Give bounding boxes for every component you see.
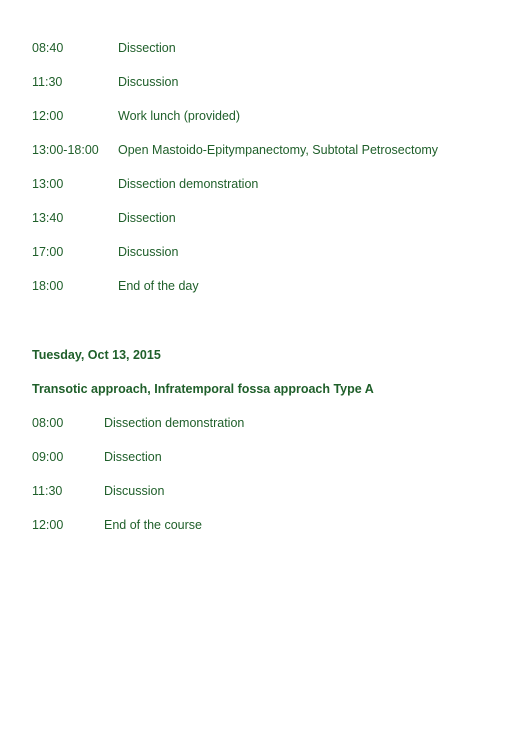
- row-time: 08:00: [32, 416, 64, 430]
- row-time: 09:00: [32, 450, 64, 464]
- row-description: Discussion: [118, 245, 179, 259]
- row-description: End of the course: [104, 518, 202, 532]
- row-description: Dissection demonstration: [104, 416, 245, 430]
- row-description: Dissection: [118, 41, 176, 55]
- row-description: Discussion: [104, 484, 165, 498]
- row-description: Work lunch (provided): [118, 109, 241, 123]
- session-topic-heading: Transotic approach, Infratemporal fossa approach Type A: [32, 382, 374, 396]
- row-time: 08:40: [32, 41, 64, 55]
- row-time: 11:30: [32, 75, 63, 89]
- row-time: 17:00: [32, 245, 64, 259]
- row-time: 13:40: [32, 211, 64, 225]
- row-description: Dissection: [118, 211, 176, 225]
- row-time: 13:00-18:00: [32, 143, 99, 157]
- row-time: 13:00: [32, 177, 64, 191]
- row-time: 11:30: [32, 484, 63, 498]
- row-description: End of the day: [118, 279, 199, 293]
- day-heading: Tuesday, Oct 13, 2015: [32, 348, 161, 362]
- row-description: Dissection demonstration: [118, 177, 259, 191]
- row-description: Dissection: [104, 450, 162, 464]
- row-time: 18:00: [32, 279, 64, 293]
- row-time: 12:00: [32, 518, 64, 532]
- row-description: Discussion: [118, 75, 179, 89]
- row-description: Open Mastoido-Epitympanectomy, Subtotal Petrosectomy: [118, 143, 439, 157]
- row-time: 12:00: [32, 109, 64, 123]
